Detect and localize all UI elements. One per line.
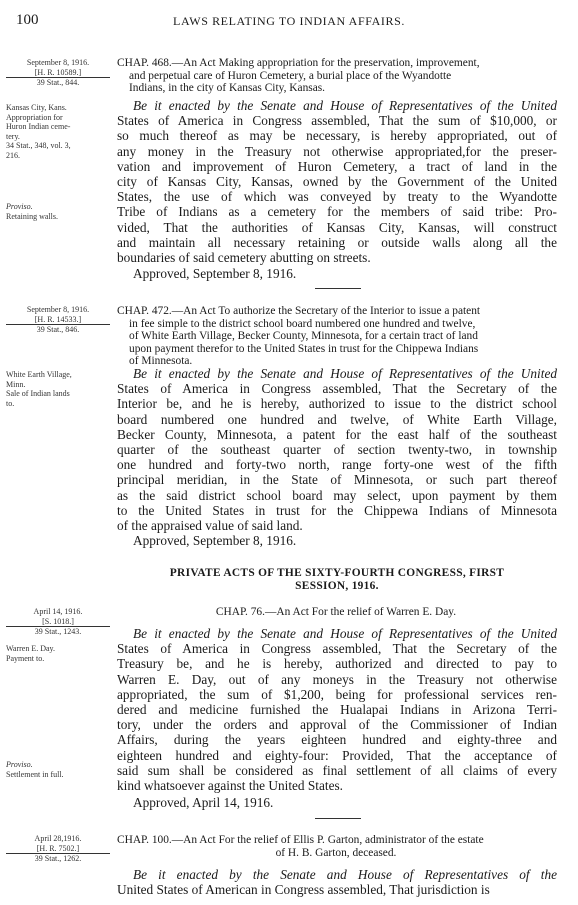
page-number: 100 xyxy=(16,12,39,28)
marginal-note: Kansas City, Kans. Appropriation for Huron Indian ceme- tery. 34 Stat., 348, vol. 3, 216. xyxy=(6,103,71,160)
approved-line: Approved, April 14, 1916. xyxy=(133,795,274,810)
act-margin-date: September 8, 1916. [H. R. 10589.] 39 Stat., 844. xyxy=(6,58,110,88)
chapter-heading: CHAP. 100.—An Act For the relief of Ellis P. Garton, administrator of the estate of H. B. Garton, deceased. xyxy=(117,834,484,859)
chapter-heading: CHAP. 76.—An Act For the relief of Warren E. Day. xyxy=(215,606,457,618)
act-body: Be it enacted by the Senate and House of Representatives of the United States of American in Congress assembled, That jurisdiction is xyxy=(117,867,557,898)
act-margin-date: September 8, 1916. [H. R. 14533.] 39 Stat., 846. xyxy=(6,305,110,335)
approved-line: Approved, September 8, 1916. xyxy=(133,266,297,281)
act-body: Be it enacted by the Senate and House of Representatives of the United States of America in Congress assembled, That the sum of $10,000, or so much thereof as may be necessary, is hereby appropriated, out of any money in the Treasury not otherwise appropriated,for the preser- vation and improvement of Huron Cemetery, a tract of land in the city of Kansas City, Kansas, owned by the Government of the United States, the use of which was conveyed by treaty to the Wyandotte Tribe of Indians as a cemetery for the members of said tribe: Pro- vided, That the authorities of Kansas City, Kansas, will construct and maintain all necessary retaining or outside walls along all the boundaries of said cemetery abutting on streets. xyxy=(117,98,557,266)
proviso-note: Proviso. Retaining walls. xyxy=(6,202,58,221)
act-margin-date: April 28,1916. [H. R. 7502.] 39 Stat., 1262. xyxy=(6,834,110,864)
running-title: LAWS RELATING TO INDIAN AFFAIRS. xyxy=(173,14,405,28)
section-rule xyxy=(315,288,361,289)
approved-line: Approved, September 8, 1916. xyxy=(133,533,297,548)
act-body: Be it enacted by the Senate and House of Representatives of the United States of America in Congress assembled, That the Secretary of the Treasury be, and he is hereby, authorized and directed to pay to Warren E. Day, out of any moneys in the Treasury not otherwise appropriated, the sum of $1,200, being for professional services ren- dered and medicine furnished the Hualapai Indians in Arizona Terri- tory, under the orders and approval of the Commissioner of Indian Affairs, during the years eighteen hundred and eighty-three and eighteen hundred and eighty-four: Provided, That the acceptance of said sum shall be considered as final settlement of all claims of every kind whatsoever against the United States. xyxy=(117,626,557,794)
proviso-note: Proviso. Settlement in full. xyxy=(6,760,64,779)
act-body: Be it enacted by the Senate and House of Representatives of the United States of America in Congress assembled, That the Secretary of the Interior be, and he is hereby, authorized to issue to the district school board numbered one hundred and twelve, of White Earth Village, Becker County, Minnesota, a patent for the east half of the southeast quarter of the southeast quarter of section twenty-two, in township one hundred and forty-two north, range forty-one west of the fifth principal meridian, in the State of Minnesota, or such part thereof as the said district school board may select, upon payment by them to the United States in trust for the Chippewa Indians of Minnesota of the appraised value of said land. xyxy=(117,366,557,534)
marginal-note: White Earth Village, Minn. Sale of Indian lands to. xyxy=(6,370,72,408)
section-rule xyxy=(315,818,361,819)
section-heading: PRIVATE ACTS OF THE SIXTY-FOURTH CONGRESS, FIRST SESSION, 1916. xyxy=(169,567,505,592)
act-margin-date: April 14, 1916. [S. 1018.] 39 Stat., 1243. xyxy=(6,607,110,637)
marginal-note: Warren E. Day. Payment to. xyxy=(6,644,56,663)
chapter-heading: CHAP. 468.—An Act Making appropriation for the preservation, improvement, and perpetual care of Huron Cemetery, a burial place of the Wyandotte Indians, in the city of Kansas City, Kansas. xyxy=(117,57,480,95)
chapter-heading: CHAP. 472.—An Act To authorize the Secretary of the Interior to issue a patent in fee simple to the district school board numbered one hundred and twelve, of White Earth Village, Becker County, Minnesota, for a certain tract of land upon payment therefor to the United States in trust for the Chippewa Indians of Minnesota. xyxy=(117,305,481,368)
